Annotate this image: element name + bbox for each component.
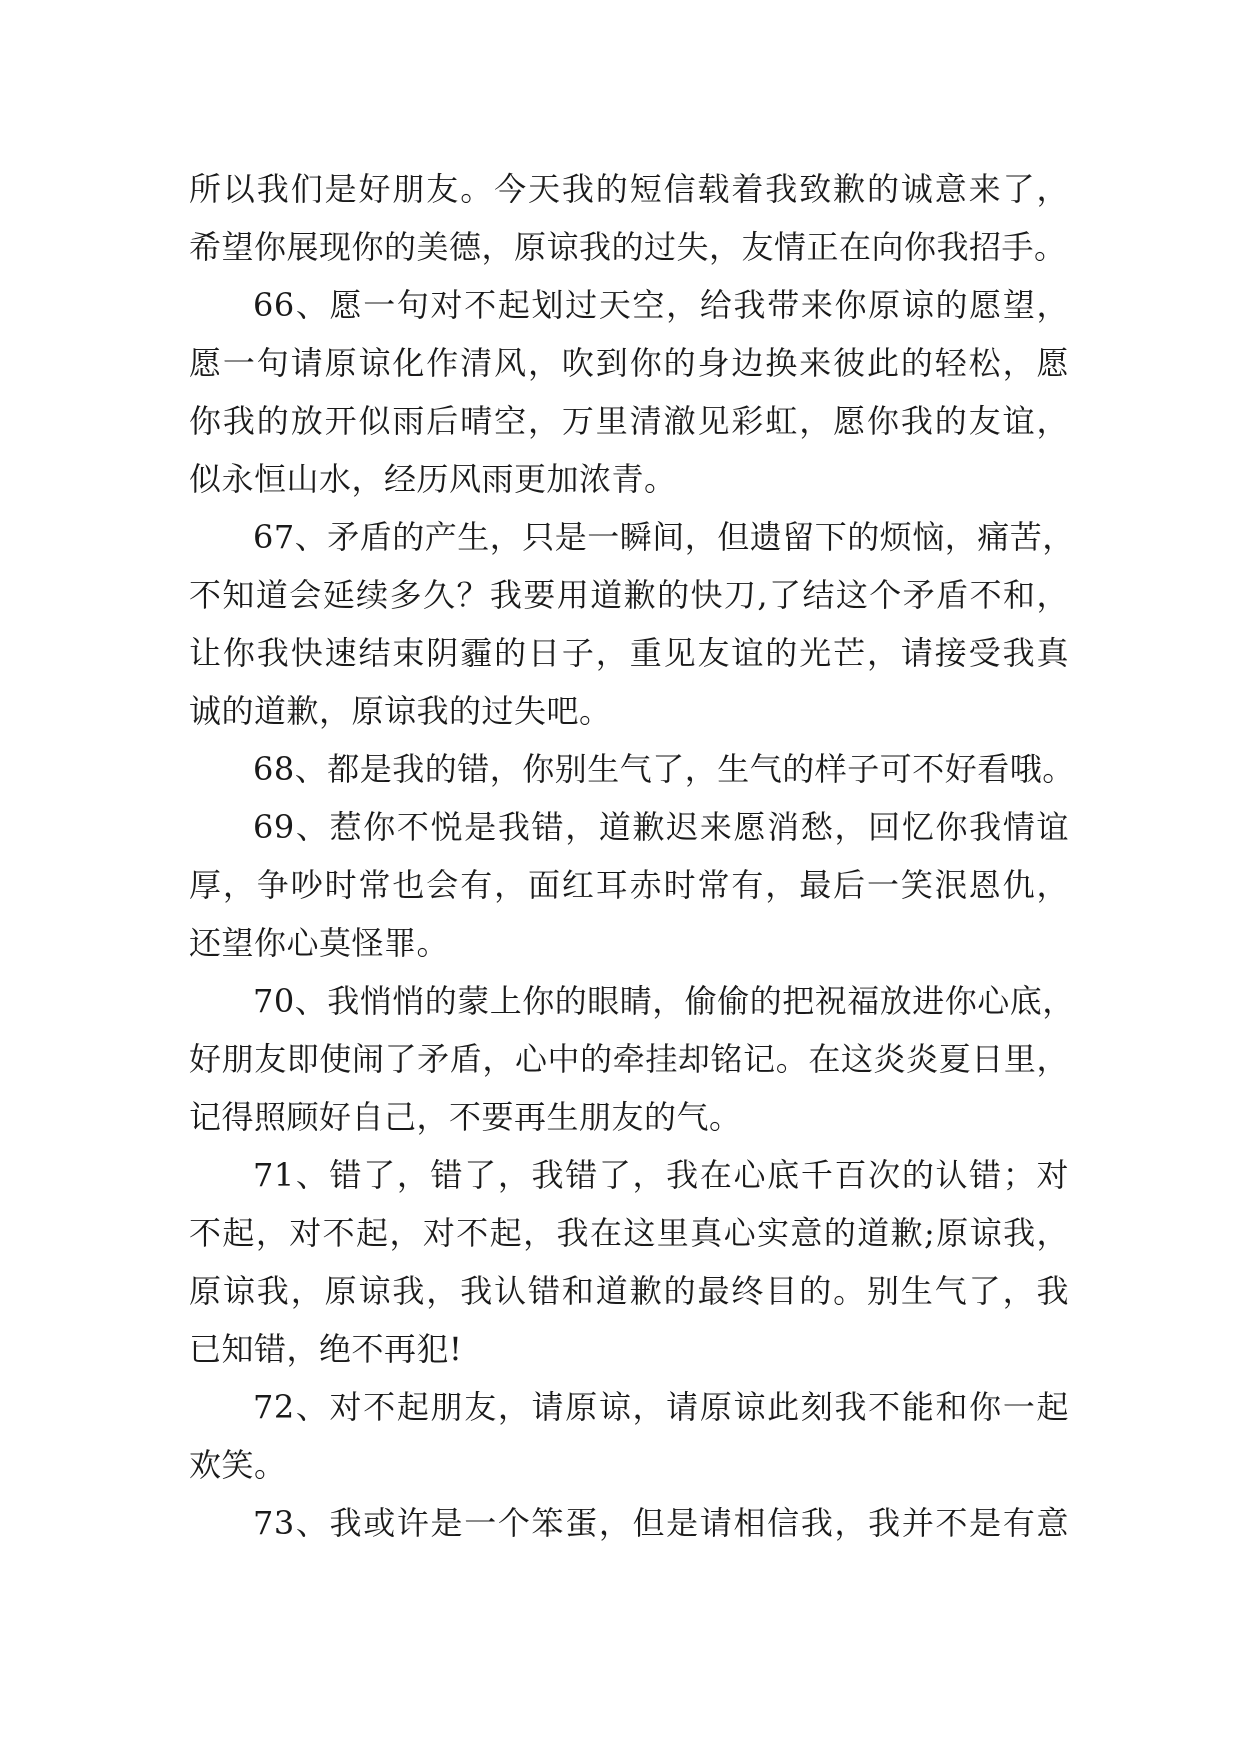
text-line: 不知道会延续多久？我要用道歉的快刀,了结这个矛盾不和， [189,576,1069,614]
text-line: 72、对不起朋友，请原谅，请原谅此刻我不能和你一起 [253,1388,1069,1426]
text-line: 66、愿一句对不起划过天空，给我带来你原谅的愿望， [253,286,1069,324]
text-line: 71、错了，错了，我错了，我在心底千百次的认错；对 [253,1156,1069,1194]
text-line: 73、我或许是一个笨蛋，但是请相信我，我并不是有意 [253,1504,1069,1542]
text-line: 67、矛盾的产生，只是一瞬间，但遗留下的烦恼，痛苦， [253,518,1075,556]
text-line: 不起，对不起，对不起，我在这里真心实意的道歉;原谅我， [189,1214,1069,1252]
text-line: 似永恒山水，经历风雨更加浓青。 [189,460,677,498]
text-line: 希望你展现你的美德，原谅我的过失，友情正在向你我招手。 [189,228,1067,266]
text-line: 还望你心莫怪罪。 [189,924,450,962]
text-line: 69、惹你不悦是我错，道歉迟来愿消愁，回忆你我情谊 [253,808,1069,846]
text-line: 70、我悄悄的蒙上你的眼睛，偷偷的把祝福放进你心底， [253,982,1075,1020]
text-line: 68、都是我的错，你别生气了，生气的样子可不好看哦。 [253,750,1075,788]
text-line: 记得照顾好自己，不要再生朋友的气。 [189,1098,742,1136]
text-line: 好朋友即使闹了矛盾，心中的牵挂却铭记。在这炎炎夏日里， [189,1040,1069,1078]
text-line: 诚的道歉，原谅我的过失吧。 [189,692,612,730]
text-line: 厚，争吵时常也会有，面红耳赤时常有，最后一笑泯恩仇， [189,866,1069,904]
document-body [189,160,1075,1552]
text-line: 愿一句请原谅化作清风，吹到你的身边换来彼此的轻松，愿 [189,344,1069,382]
text-line: 你我的放开似雨后晴空，万里清澈见彩虹，愿你我的友谊， [189,402,1069,440]
text-line: 已知错，绝不再犯! [189,1330,463,1368]
text-line: 所以我们是好朋友。今天我的短信载着我致歉的诚意来了， [189,170,1069,208]
text-line: 欢笑。 [189,1446,287,1484]
text-line: 原谅我，原谅我，我认错和道歉的最终目的。别生气了，我 [189,1272,1069,1310]
text-line: 让你我快速结束阴霾的日子，重见友谊的光芒，请接受我真 [189,634,1069,672]
